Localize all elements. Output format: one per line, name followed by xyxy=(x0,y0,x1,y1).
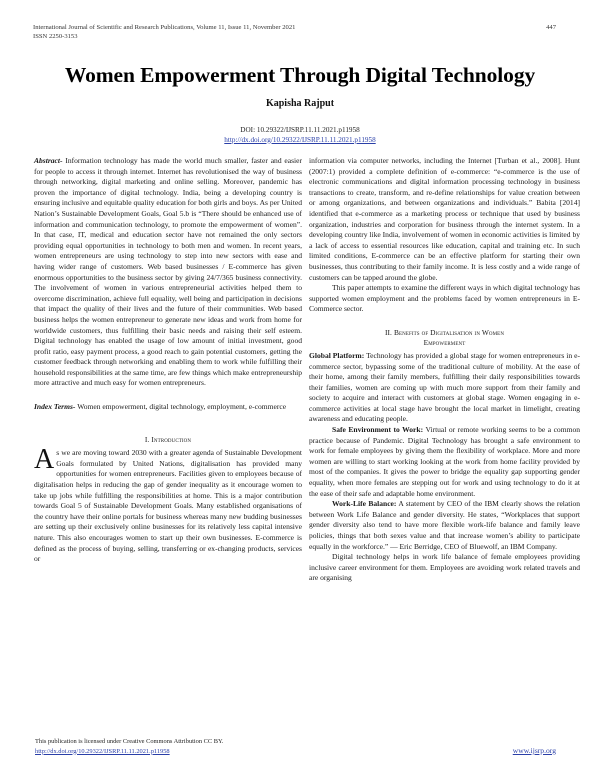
index-terms xyxy=(34,402,302,413)
paper-title: Women Empowerment Through Digital Technology xyxy=(64,63,536,87)
paper-aim-paragraph: This paper attempts to examine the different ways in which digital technology has supported women employment and the problems faced by women entrepreneurs in E-Commerce sector. xyxy=(309,283,580,314)
work-life-balance-paragraph xyxy=(309,499,580,552)
ecommerce-definition-paragraph: information via computer networks, including the Internet [Turban et al., 2008]. Hunt (2007:1) provided a complete definition of e-commerce: “e-commerce is the use of electronic communications and digital information processing technology in business transactions to create, transform, and re-define relationships for value creation between or among organizations, and between organizations and individuals.” Babita [2014] identified that e-commerce as a marketing process or technique that used by business organization, industries and corporation for business through the internet system. In a developing country like India, involvement of women in economic activities is limited by a lack of access to essential resources like education, capital and training etc. In such limited conditions, E-commerce can be an effective platform for starting their own businesses, thus contributing to their family income. It is less costly and a wide range of customers can be tapped around the globe. xyxy=(309,156,580,282)
section-heading-line2: Empowerment xyxy=(423,337,466,347)
abstract-label: Abstract- xyxy=(34,156,63,165)
footer-doi-link[interactable]: http://dx.doi.org/10.29322/IJSRP.11.11.2021.p11958 xyxy=(35,747,170,755)
introduction-text: s we are moving toward 2030 with a greater agenda of Sustainable Development Goals formulated by United Nations, digitalisation has provided many opportunities for women entrepreneurs. Facilities given to employees because of digitalisation helps in reducing the gap of gender inequality as it encourage women to take up jobs while fulfilling the responsibilities at home. This is a major contribution towards Goal 5 of Sustainable Development Goals. Many established organisations of the country have their online portals for business whereas many new budding businesses are setting up their exclusively online businesses for its relatively less capital intensive nature. This also encourages women to start up their own businesses. E-commerce is defined as the process of buying, selling, transferring or ex-changing products, services or xyxy=(34,448,302,564)
abstract-text: Information technology has made the world much smaller, faster and easier for people to access it through internet. Internet has revolutionised the way of business through networking, digital marketing and online selling. Moreover, pandemic has proven the importance of digital technology. India, being a developing country is ensuring inclusive and equitable quality education for both girls and boys. As per United Nation’s Sustainable Development Goals, Goal 5.b is “There should be enhanced use of information and communication technology, to promote the empowerment of women”. In that case, IT, medical and education sector have not remained the only sectors providing equal opportunities in technology to both men and women. In recent years, women entrepreneurs are using technology to step into new sectors with ease and having wider range of customers. Web based businesses / E-commerce has given enormous opportunities to the business sector by giving 24/7/365 business connectivity. The involvement of women in various entrepreneurial activities helped them to overcome discrimination, achieve full equality, well being and participation in decisions that impact the quality of their lives and the future of their communities. Web based business helps the women entrepreneur to generate new ideas and work from home for worldwide customers, thus fulfilling their basic needs and raising their self esteem. Digital technology has enabled the usage of low amount of initial investment, good profit ratio, easy payment process, a good reach to gain potential customers, getting the customer feedback through networking and enabling them to work while fulfilling their household responsibilities at the same time, are few things which make entrepreneurship more attractive and much easy for women entrepreneurs. xyxy=(34,156,302,388)
page-number: 447 xyxy=(546,24,556,31)
section-heading-line1: II. Benefits of Digitalisation in Women xyxy=(384,327,505,337)
website-link[interactable]: www.ijsrp.org xyxy=(512,746,556,755)
footer-website xyxy=(513,746,556,755)
drop-cap: A xyxy=(34,444,55,476)
safe-environment-text: Virtual or remote working seems to be a common practice because of Pandemic. Digital Technology has brought a safe environment to work for female employees by giving them the flexibility of workplace. More and more women are willing to start working looking at the work from home facility provided by most of the companies. It gives the power to bridge the equality gap supporting gender equality, when more females are stepping out for work and using technology to do it at the ease of their safe and adaptable home environment. xyxy=(309,425,580,498)
index-terms-text: Women empowerment, digital technology, employment, e-commerce xyxy=(75,402,287,412)
doi-text: DOI: 10.29322/IJSRP.11.11.2021.p11958 xyxy=(240,126,360,134)
license-text: This publication is licensed under Creative Commons Attribution CC BY. xyxy=(35,738,224,745)
journal-name: International Journal of Scientific and Research Publications, Volume 11, Issue 11, November 2021 xyxy=(33,24,296,31)
global-platform-paragraph xyxy=(309,351,580,425)
section-heading-introduction: I. Introduction xyxy=(144,434,192,444)
page-footer xyxy=(35,737,223,756)
author-name: Kapisha Rajput xyxy=(265,98,335,109)
issn: ISSN 2250-3153 xyxy=(33,32,78,40)
global-platform-label: Global Platform: xyxy=(309,350,365,360)
doi-block xyxy=(0,126,600,145)
introduction-paragraph xyxy=(34,444,302,565)
section-heading-benefits xyxy=(309,328,580,348)
global-platform-text: Technology has provided a global stage for women entrepreneurs in e-commerce sector, bypassing some of the traditional culture of mobility. At the ease of their home, among their family members, fulfilling their daily responsibilities towards their families, women are coming up with much more support from their family and society to acquire and interact with customers at global stage. Women engaging in e-commerce activities at local stage have brought the local market in limelight, creating awareness and educating people. xyxy=(309,350,580,424)
abstract xyxy=(34,156,302,389)
running-header xyxy=(33,24,295,41)
safe-environment-label: Safe Environment to Work: xyxy=(332,425,424,435)
work-life-balance-label: Work-Life Balance: xyxy=(332,499,397,509)
left-column xyxy=(34,156,302,565)
digital-tech-paragraph: Digital technology helps in work life balance of female employees providing inclusive career environment for them. Employees are avoiding work related travels and are organising xyxy=(309,552,580,583)
doi-link[interactable]: http://dx.doi.org/10.29322/IJSRP.11.11.2021.p11958 xyxy=(224,135,376,144)
safe-environment-paragraph xyxy=(309,425,580,499)
index-terms-label: Index Terms- xyxy=(34,402,76,412)
right-column xyxy=(309,156,580,584)
work-life-balance-text: A statement by CEO of the IBM clearly shows the relation between Work Life Balance and gender diversity. He states, “Workplaces that support gender diversity also tend to have more flexible work-life balance and family leave policies, things that both sexes value and that increase women’s ability to participate equally in the workforce.” — Eric Berridge, CEO of Bluewolf, an IBM Company. xyxy=(309,499,580,551)
